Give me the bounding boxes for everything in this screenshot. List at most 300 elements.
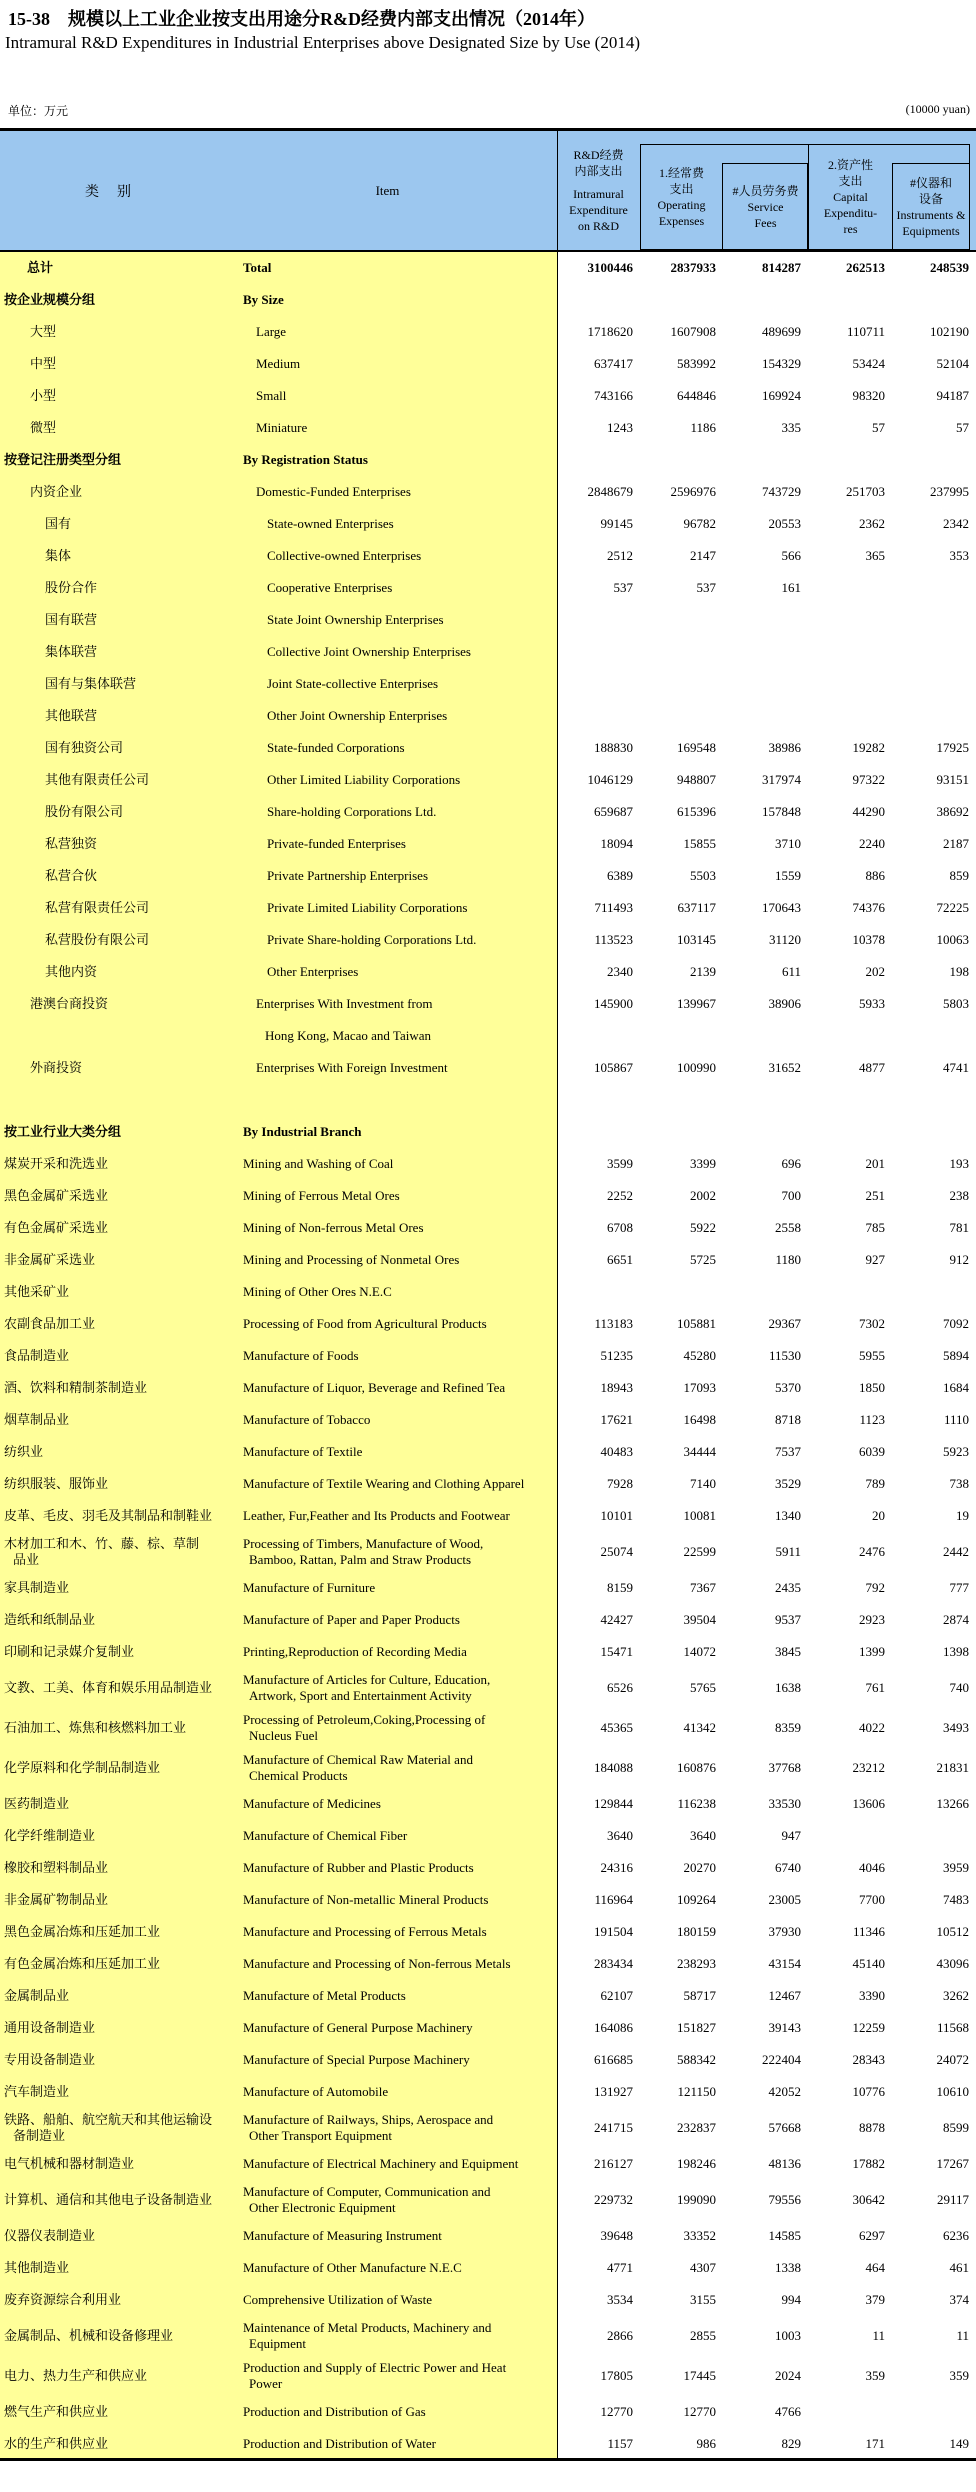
- category-cn: 港澳台商投资: [30, 996, 109, 1011]
- column-header-operating: [641, 144, 722, 250]
- category-en: Large: [256, 324, 287, 339]
- table-row: [0, 1212, 976, 1244]
- category-cn: 计算机、通信和其他电子设备制造业: [4, 2192, 213, 2207]
- table-row: [0, 316, 976, 348]
- value-cell-operating: 22599: [683, 1544, 716, 1559]
- value-cell-capital: 30642: [852, 2192, 885, 2207]
- category-cn: 金属制品、机械和设备修理业: [4, 2328, 174, 2343]
- value-cell-intramural: 743166: [594, 388, 633, 403]
- value-cell-service_fees: 169924: [762, 388, 801, 403]
- category-en-line2: Power: [249, 2376, 283, 2391]
- table-row: [0, 1244, 976, 1276]
- table-row: [0, 764, 976, 796]
- value-cell-intramural: 2848679: [587, 484, 633, 499]
- category-cn: 小型: [30, 388, 57, 403]
- value-cell-operating: 15855: [683, 836, 716, 851]
- value-cell-intramural: 616685: [594, 2052, 633, 2067]
- category-cn: 酒、饮料和精制茶制造业: [4, 1380, 148, 1395]
- value-cell-operating: 948807: [677, 772, 716, 787]
- value-cell-service_fees: 829: [781, 2436, 801, 2451]
- value-cell-service_fees: 8359: [775, 1720, 801, 1735]
- table-row: [0, 1020, 976, 1052]
- value-cell-operating: 5503: [690, 868, 716, 883]
- value-cell-capital: 262513: [846, 260, 885, 275]
- value-cell-intramural: 131927: [594, 2084, 633, 2099]
- table-row: [0, 1116, 976, 1148]
- value-cell-instruments: 777: [949, 1580, 969, 1595]
- category-en: Small: [256, 388, 287, 403]
- value-cell-instruments: 359: [949, 2368, 969, 2383]
- value-cell-intramural: 6526: [607, 1680, 633, 1695]
- category-en: Private Share-holding Corporations Ltd.: [267, 932, 477, 947]
- value-cell-instruments: 248539: [930, 260, 969, 275]
- category-cn: 其他有限责任公司: [45, 772, 150, 787]
- category-en-line1: Processing of Timbers, Manufacture of Wood,: [243, 1536, 484, 1551]
- table-body: [0, 252, 976, 2460]
- table-row: [0, 1820, 976, 1852]
- column-header-category-en: Item: [375, 182, 400, 198]
- table-row: [0, 2148, 976, 2180]
- value-cell-instruments: 740: [949, 1680, 969, 1695]
- table-row: [0, 1916, 976, 1948]
- value-cell-instruments: 2342: [943, 516, 969, 531]
- value-cell-operating: 33352: [683, 2228, 716, 2243]
- value-cell-instruments: 237995: [930, 484, 969, 499]
- value-cell-instruments: 72225: [936, 900, 969, 915]
- value-cell-capital: 886: [865, 868, 885, 883]
- value-cell-service_fees: 29367: [768, 1316, 801, 1331]
- value-cell-operating: 2596976: [670, 484, 716, 499]
- table-row: [0, 1532, 976, 1572]
- category-cn: 其他采矿业: [4, 1284, 70, 1299]
- value-cell-intramural: 2252: [607, 1188, 633, 1203]
- category-cn: 其他内资: [45, 964, 98, 979]
- category-cn: 集体联营: [45, 644, 98, 659]
- category-en: Manufacture of Textile Wearing and Clothing Apparel: [243, 1476, 525, 1491]
- value-cell-intramural: 4771: [607, 2260, 633, 2275]
- category-cn: 股份合作: [45, 580, 98, 595]
- value-cell-intramural: 2866: [607, 2328, 633, 2343]
- value-cell-instruments: 193: [949, 1156, 969, 1171]
- value-cell-intramural: 711493: [594, 900, 633, 915]
- value-cell-capital: 98320: [852, 388, 885, 403]
- value-cell-intramural: 15471: [600, 1644, 633, 1659]
- category-en: Manufacture and Processing of Non-ferrous Metals: [243, 1956, 511, 1971]
- value-cell-operating: 232837: [677, 2120, 716, 2135]
- category-en: Collective Joint Ownership Enterprises: [267, 644, 471, 659]
- value-cell-operating: 637117: [677, 900, 716, 915]
- value-cell-capital: 359: [865, 2368, 885, 2383]
- value-cell-capital: 17882: [852, 2156, 885, 2171]
- table-row: [0, 380, 976, 412]
- column-header-line-cn: 设备: [918, 191, 943, 206]
- value-cell-operating: 7140: [690, 1476, 716, 1491]
- table-row: [0, 1788, 976, 1820]
- column-header-line-cn: #人员劳务费: [732, 183, 799, 198]
- table-row: [0, 732, 976, 764]
- category-cn: 大型: [30, 324, 57, 339]
- value-cell-service_fees: 1003: [775, 2328, 801, 2343]
- value-cell-service_fees: 39143: [768, 2020, 801, 2035]
- category-cn: 国有: [45, 516, 72, 531]
- value-cell-instruments: 57: [956, 420, 969, 435]
- value-cell-instruments: 2442: [943, 1544, 969, 1559]
- value-cell-intramural: 25074: [600, 1544, 633, 1559]
- category-cn: 其他制造业: [4, 2260, 70, 2275]
- value-cell-intramural: 1046129: [587, 772, 633, 787]
- value-cell-operating: 100990: [677, 1060, 716, 1075]
- value-cell-service_fees: 3710: [775, 836, 801, 851]
- category-cn: 纺织业: [4, 1444, 44, 1459]
- value-cell-intramural: 10101: [600, 1508, 633, 1523]
- value-cell-intramural: 105867: [594, 1060, 633, 1075]
- value-cell-intramural: 113183: [594, 1316, 633, 1331]
- category-cn: 电气机械和器材制造业: [4, 2156, 135, 2171]
- value-cell-capital: 19282: [852, 740, 885, 755]
- value-cell-intramural: 12770: [600, 2404, 633, 2419]
- category-en-line1: Manufacture of Computer, Communication and: [243, 2184, 491, 2199]
- category-cn: 通用设备制造业: [4, 2020, 96, 2035]
- table-row: [0, 412, 976, 444]
- value-cell-service_fees: 48136: [768, 2156, 801, 2171]
- value-cell-capital: 2240: [859, 836, 885, 851]
- value-cell-operating: 3155: [690, 2292, 716, 2307]
- category-cn: 专用设备制造业: [4, 2052, 96, 2067]
- category-cn: 黑色金属矿采选业: [4, 1188, 109, 1203]
- value-cell-operating: 16498: [683, 1412, 716, 1427]
- category-en: [218, 1672, 557, 1704]
- category-cn: 食品制造业: [4, 1348, 70, 1363]
- table-row: [0, 1636, 976, 1668]
- value-cell-capital: 201: [865, 1156, 885, 1171]
- value-cell-intramural: 216127: [594, 2156, 633, 2171]
- category-en: Private Partnership Enterprises: [267, 868, 429, 883]
- category-en: [218, 2112, 557, 2144]
- category-en: Other Limited Liability Corporations: [267, 772, 461, 787]
- value-cell-instruments: 10610: [936, 2084, 969, 2099]
- value-cell-capital: 53424: [852, 356, 885, 371]
- category-cn: 黑色金属冶炼和压延加工业: [4, 1924, 161, 1939]
- category-cn: 集体: [45, 548, 72, 563]
- value-cell-service_fees: 5370: [775, 1380, 801, 1395]
- table-row: [0, 2428, 976, 2460]
- value-cell-instruments: 7483: [943, 1892, 969, 1907]
- value-cell-operating: 34444: [683, 1444, 716, 1459]
- category-en: Manufacture of General Purpose Machinery: [243, 2020, 473, 2035]
- table-row: [0, 2316, 976, 2356]
- column-header-line-cn: 内部支出: [574, 164, 623, 178]
- value-cell-capital: 11: [872, 2328, 885, 2343]
- value-cell-service_fees: 38906: [768, 996, 801, 1011]
- category-cn: 金属制品业: [4, 1988, 70, 2003]
- value-cell-capital: 1850: [859, 1380, 885, 1395]
- table-row: [0, 860, 976, 892]
- value-cell-service_fees: 1180: [775, 1252, 801, 1267]
- category-en: Manufacture of Furniture: [243, 1580, 376, 1595]
- value-cell-intramural: 40483: [600, 1444, 633, 1459]
- value-cell-operating: 116238: [677, 1796, 716, 1811]
- value-cell-capital: 10378: [852, 932, 885, 947]
- value-cell-operating: 20270: [683, 1860, 716, 1875]
- value-cell-capital: 789: [865, 1476, 885, 1491]
- category-en-line2: Equipment: [249, 2336, 307, 2351]
- category-en: Comprehensive Utilization of Waste: [243, 2292, 432, 2307]
- category-en: Printing,Reproduction of Recording Media: [243, 1644, 467, 1659]
- table-row: [0, 1668, 976, 1708]
- table-row: [0, 1340, 976, 1372]
- value-cell-operating: 537: [696, 580, 716, 595]
- table-row: [0, 1084, 976, 1116]
- category-cn: 烟草制品业: [4, 1412, 70, 1427]
- value-cell-instruments: 2874: [943, 1612, 969, 1627]
- category-en: Mining of Ferrous Metal Ores: [243, 1188, 400, 1203]
- value-cell-instruments: 8599: [943, 2120, 969, 2135]
- value-cell-instruments: 1110: [943, 1412, 969, 1427]
- table-row: [0, 924, 976, 956]
- table-row: [0, 1468, 976, 1500]
- category-en: Manufacture of Medicines: [243, 1796, 381, 1811]
- value-cell-intramural: 1718620: [587, 324, 633, 339]
- value-cell-operating: 12770: [683, 2404, 716, 2419]
- category-en: Private-funded Enterprises: [267, 836, 406, 851]
- value-cell-service_fees: 696: [781, 1156, 801, 1171]
- category-en: Manufacture of Other Manufacture N.E.C: [243, 2260, 462, 2275]
- category-en: Share-holding Corporations Ltd.: [267, 804, 437, 819]
- category-cn: 非金属矿采选业: [4, 1252, 96, 1267]
- value-cell-capital: 74376: [852, 900, 885, 915]
- value-cell-instruments: 11: [956, 2328, 969, 2343]
- value-cell-instruments: 21831: [936, 1760, 969, 1775]
- value-cell-capital: 3390: [859, 1988, 885, 2003]
- value-cell-instruments: 10512: [936, 1924, 969, 1939]
- column-header-line-cn: 支出: [669, 182, 694, 196]
- category-en: Processing of Food from Agricultural Products: [243, 1316, 487, 1331]
- value-cell-operating: 45280: [683, 1348, 716, 1363]
- value-cell-service_fees: 37768: [768, 1760, 801, 1775]
- value-cell-intramural: 2512: [607, 548, 633, 563]
- value-cell-intramural: 17621: [600, 1412, 633, 1427]
- table-row: [0, 2396, 976, 2428]
- category-en: Total: [243, 260, 272, 275]
- value-cell-instruments: 19: [956, 1508, 969, 1523]
- value-cell-intramural: 39648: [600, 2228, 633, 2243]
- value-cell-intramural: 7928: [607, 1476, 633, 1491]
- column-header-line-en: Capital: [833, 190, 868, 204]
- value-cell-instruments: 353: [949, 548, 969, 563]
- value-cell-service_fees: 37930: [768, 1924, 801, 1939]
- value-cell-operating: 58717: [683, 1988, 716, 2003]
- value-cell-capital: 202: [865, 964, 885, 979]
- value-cell-service_fees: 1559: [775, 868, 801, 883]
- category-cn: 水的生产和供应业: [4, 2436, 109, 2451]
- value-cell-operating: 986: [696, 2436, 716, 2451]
- category-cn: 印刷和记录媒介复制业: [4, 1644, 135, 1659]
- value-cell-capital: 11346: [852, 1924, 885, 1939]
- category-en: Leather, Fur,Feather and Its Products and Footwear: [243, 1508, 510, 1523]
- category-en: Other Joint Ownership Enterprises: [267, 708, 448, 723]
- value-cell-operating: 17445: [683, 2368, 716, 2383]
- value-cell-intramural: 2340: [607, 964, 633, 979]
- category-en: Cooperative Enterprises: [267, 580, 393, 595]
- value-cell-intramural: 116964: [594, 1892, 633, 1907]
- value-cell-instruments: 3493: [943, 1720, 969, 1735]
- table-row: [0, 1980, 976, 2012]
- category-en: [218, 2184, 557, 2216]
- table-row: [0, 956, 976, 988]
- category-en: [218, 2320, 557, 2352]
- category-en: Manufacture and Processing of Ferrous Metals: [243, 1924, 487, 1939]
- value-cell-instruments: 198: [949, 964, 969, 979]
- value-cell-instruments: 94187: [936, 388, 969, 403]
- category-en: [218, 2360, 557, 2392]
- value-cell-capital: 792: [865, 1580, 885, 1595]
- value-cell-intramural: 3100446: [587, 260, 633, 275]
- category-cn: 农副食品加工业: [4, 1316, 96, 1331]
- table-row: [0, 1308, 976, 1340]
- value-cell-capital: 5933: [859, 996, 885, 1011]
- value-cell-intramural: 45365: [600, 1720, 633, 1735]
- value-cell-intramural: 3599: [607, 1156, 633, 1171]
- value-cell-service_fees: 2435: [775, 1580, 801, 1595]
- category-en: State-funded Corporations: [267, 740, 405, 755]
- category-en: Production and Distribution of Water: [243, 2436, 436, 2451]
- column-header-line-en: Instruments &: [896, 207, 966, 222]
- category-cn: 私营股份有限公司: [45, 932, 150, 947]
- value-cell-service_fees: 14585: [768, 2228, 801, 2243]
- value-cell-service_fees: 20553: [768, 516, 801, 531]
- column-header-instruments: [891, 163, 971, 250]
- table-row: [0, 1948, 976, 1980]
- value-cell-intramural: 1243: [607, 420, 633, 435]
- category-en: State Joint Ownership Enterprises: [267, 612, 444, 627]
- category-cn: 医药制造业: [4, 1796, 70, 1811]
- value-cell-service_fees: 743729: [762, 484, 801, 499]
- value-cell-service_fees: 12467: [768, 1988, 801, 2003]
- category-cn: 化学纤维制造业: [4, 1828, 96, 1843]
- table-row: [0, 348, 976, 380]
- value-cell-capital: 2362: [859, 516, 885, 531]
- value-cell-service_fees: 170643: [762, 900, 801, 915]
- table-row: [0, 572, 976, 604]
- value-cell-intramural: 6389: [607, 868, 633, 883]
- value-cell-service_fees: 2558: [775, 1220, 801, 1235]
- value-cell-instruments: 13266: [936, 1796, 969, 1811]
- category-en: Manufacture of Special Purpose Machinery: [243, 2052, 470, 2067]
- table-row: [0, 540, 976, 572]
- value-cell-operating: 169548: [677, 740, 716, 755]
- table-row: [0, 700, 976, 732]
- table-row: [0, 604, 976, 636]
- category-cn: 皮革、毛皮、羽毛及其制品和制鞋业: [4, 1508, 213, 1523]
- value-cell-service_fees: 9537: [775, 1612, 801, 1627]
- value-cell-service_fees: 335: [781, 420, 801, 435]
- value-cell-capital: 45140: [852, 1956, 885, 1971]
- table-row: [0, 796, 976, 828]
- column-header-intramural: [557, 131, 640, 250]
- value-cell-operating: 17093: [683, 1380, 716, 1395]
- category-en: Other Enterprises: [267, 964, 359, 979]
- value-cell-capital: 251703: [846, 484, 885, 499]
- category-cn: 煤炭开采和洗选业: [4, 1156, 109, 1171]
- value-cell-operating: 1607908: [670, 324, 716, 339]
- category-cn: 微型: [30, 420, 57, 435]
- column-header-line-en: Expenditure: [569, 203, 628, 217]
- value-cell-instruments: 149: [949, 2436, 969, 2451]
- value-cell-intramural: 537: [613, 580, 633, 595]
- table-row: [0, 2044, 976, 2076]
- table-row: [0, 2220, 976, 2252]
- value-cell-service_fees: 33530: [768, 1796, 801, 1811]
- value-cell-service_fees: 154329: [762, 356, 801, 371]
- table-row: [0, 636, 976, 668]
- value-cell-instruments: 102190: [930, 324, 969, 339]
- category-cn: 仪器仪表制造业: [4, 2228, 96, 2243]
- value-cell-instruments: 738: [949, 1476, 969, 1491]
- category-cn: 废弃资源综合利用业: [4, 2292, 122, 2307]
- column-header-line-cn: 2.资产性: [827, 158, 873, 172]
- category-en: Mining and Processing of Nonmetal Ores: [243, 1252, 460, 1267]
- value-cell-service_fees: 157848: [762, 804, 801, 819]
- category-en-line2: Other Transport Equipment: [249, 2128, 392, 2143]
- column-header-line-en: Operating: [657, 198, 706, 212]
- value-cell-service_fees: 79556: [768, 2192, 801, 2207]
- category-en-line1: Processing of Petroleum,Coking,Processing of: [243, 1712, 486, 1727]
- category-cn: 有色金属矿采选业: [4, 1220, 109, 1235]
- value-cell-instruments: 3959: [943, 1860, 969, 1875]
- value-cell-capital: 8878: [859, 2120, 885, 2135]
- value-cell-capital: 7700: [859, 1892, 885, 1907]
- value-cell-instruments: 43096: [936, 1956, 969, 1971]
- category-en: Medium: [256, 356, 301, 371]
- category-en: Production and Distribution of Gas: [243, 2404, 426, 2419]
- value-cell-service_fees: 38986: [768, 740, 801, 755]
- value-cell-capital: 251: [865, 1188, 885, 1203]
- category-en: [218, 1752, 557, 1784]
- category-en: State-owned Enterprises: [267, 516, 394, 531]
- category-en: Hong Kong, Macao and Taiwan: [265, 1028, 432, 1043]
- value-cell-operating: 2139: [690, 964, 716, 979]
- value-cell-service_fees: 1338: [775, 2260, 801, 2275]
- value-cell-operating: 5922: [690, 1220, 716, 1235]
- value-cell-operating: 5725: [690, 1252, 716, 1267]
- category-cn: 纺织服装、服饰业: [4, 1476, 109, 1491]
- category-en: Manufacture of Textile: [243, 1444, 363, 1459]
- value-cell-service_fees: 611: [781, 964, 801, 979]
- category-en: By Industrial Branch: [243, 1124, 362, 1139]
- value-cell-intramural: 99145: [600, 516, 633, 531]
- table-row: [0, 2284, 976, 2316]
- value-cell-capital: 6039: [859, 1444, 885, 1459]
- value-cell-intramural: 188830: [594, 740, 633, 755]
- value-cell-instruments: 3262: [943, 1988, 969, 2003]
- category-cn: 股份有限公司: [45, 804, 124, 819]
- category-en: Miniature: [256, 420, 308, 435]
- category-en: Mining and Washing of Coal: [243, 1156, 394, 1171]
- value-cell-operating: 160876: [677, 1760, 716, 1775]
- category-cn: 按企业规模分组: [4, 292, 96, 307]
- column-header-line-en: on R&D: [577, 219, 619, 233]
- value-cell-operating: 238293: [677, 1956, 716, 1971]
- value-cell-capital: 1123: [859, 1412, 885, 1427]
- category-en: Manufacture of Measuring Instrument: [243, 2228, 442, 2243]
- value-cell-intramural: 129844: [594, 1796, 633, 1811]
- category-cn: 有色金属冶炼和压延加工业: [4, 1956, 161, 1971]
- category-en: Collective-owned Enterprises: [267, 548, 422, 563]
- category-en-line2: Chemical Products: [249, 1768, 348, 1783]
- value-cell-capital: 28343: [852, 2052, 885, 2067]
- category-en: Enterprises With Foreign Investment: [256, 1060, 448, 1075]
- category-en: Manufacture of Electrical Machinery and Equipment: [243, 2156, 519, 2171]
